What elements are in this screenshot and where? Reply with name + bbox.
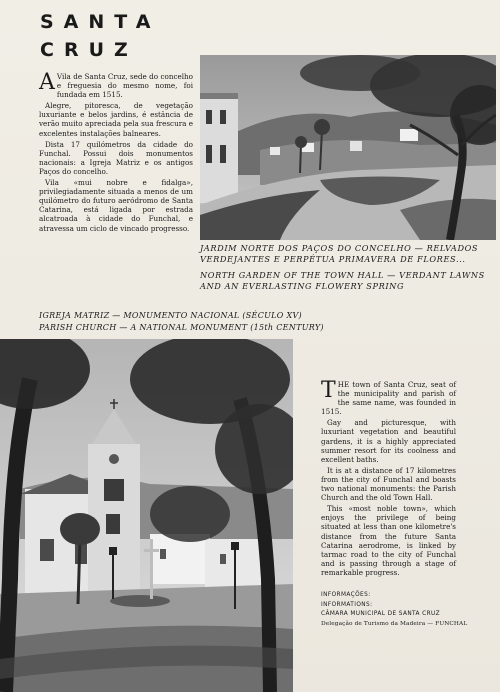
info-delegation: Delegação de Turismo da Madeira — FUNCHAL — [321, 620, 468, 627]
information-block — [321, 591, 481, 629]
garden-caption-pt-2: VERDEJANTES E PERPÉTUA PRIMAVERA DE FLORES... — [200, 253, 466, 264]
page-title — [40, 8, 190, 64]
pt-paragraph-3: Dista 17 quilómetros da cidade do Funchal. Possui dois monumentos nacionais: a Igreja Matriz e os antigos Paços do concelho. — [39, 139, 193, 176]
garden-caption-en-1: NORTH GARDEN OF THE TOWN HALL — VERDANT LAWNS — [200, 270, 485, 280]
info-label-pt: INFORMAÇÕES: — [321, 592, 371, 598]
en-paragraph-4: This «most noble town», which enjoys the privilege of being situated at less than one kilometre's distance from the future Santa Catarina aerodrome, is linked by tarmac road to the city of Funchal and is passing through a stage of remarkable progress. — [321, 504, 456, 577]
pt-paragraph-4: Vila «mui nobre e fidalga», privilegiadamente situada a menos de um quilómetro do futuro aeródromo de Santa Catarina, está ligada por estrada alcatroada à cidade do Funchal, e atravessa um ciclo de vincado progresso. — [39, 178, 193, 233]
info-label-en: INFORMATIONS: — [321, 601, 373, 608]
garden-caption-en-2: AND AN EVERLASTING FLOWERY SPRING — [200, 280, 405, 291]
en-paragraph-2: Gay and picturesque, with luxuriant vegetation and beautiful gardens, it is a highly appreciated summer resort for its coolness and excellent baths. — [321, 418, 456, 464]
garden-caption-pt-1: JARDIM NORTE DOS PAÇOS DO CONCELHO — RELVADOS — [200, 243, 479, 253]
english-description — [321, 380, 456, 579]
title-line-2: CRUZ — [40, 39, 138, 61]
en-dropcap: T — [321, 378, 336, 403]
pt-paragraph-1 — [39, 72, 193, 99]
en-paragraph-1 — [321, 380, 456, 416]
church-caption-en: PARISH CHURCH — A NATIONAL MONUMENT (15th CENTURY) — [39, 323, 324, 332]
pt-paragraph-2: Alegre, pitoresca, de vegetação luxuriante e belos jardins, é estância de verão muito apreciada pela sua frescura e excelentes instalações balneares. — [39, 101, 193, 138]
pt-paragraph-1-text: Vila de Santa Cruz, sede do concelho e freguesia do mesmo nome, foi fundada em 1515. — [56, 72, 193, 100]
church-photo — [0, 339, 293, 692]
en-paragraph-3: It is at a distance of 17 kilometres from the city of Funchal and boasts two national monuments: the Parish Church and the old Town Hall. — [321, 465, 456, 503]
portuguese-description — [39, 72, 193, 235]
church-caption — [39, 310, 339, 334]
title-line-1: SANTA — [40, 11, 161, 33]
pt-dropcap: A — [39, 70, 55, 95]
garden-photo — [200, 55, 496, 240]
church-caption-pt: IGREJA MATRIZ — MONUMENTO NACIONAL (SÉCULO XV) — [39, 311, 302, 320]
en-paragraph-1-text: HE town of Santa Cruz, seat of the municipality and parish of the same name, was founded in 1515. — [321, 380, 456, 417]
info-organization: CÂMARA MUNICIPAL DE SANTA CRUZ — [321, 611, 440, 617]
garden-caption — [200, 243, 496, 291]
